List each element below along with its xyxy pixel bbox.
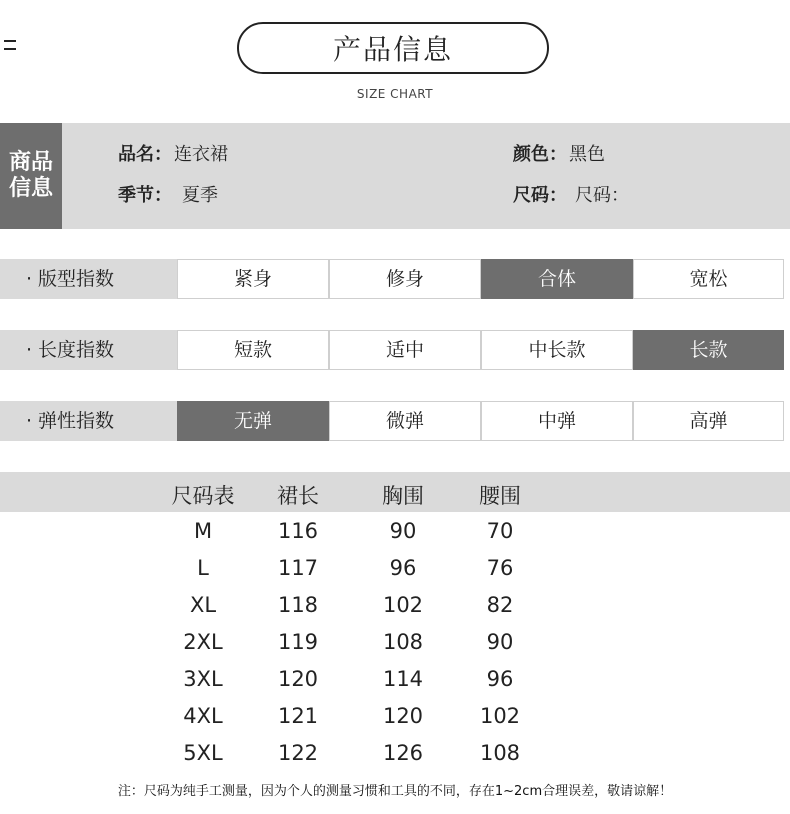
index-row bbox=[0, 330, 790, 370]
size-table-header: 尺码表 bbox=[171, 484, 235, 508]
product-color-row bbox=[513, 140, 605, 166]
size-table-cell: 120 bbox=[382, 704, 424, 728]
product-color-label: 颜色： bbox=[513, 144, 567, 165]
size-table-cell: 96 bbox=[486, 667, 514, 691]
size-table-cell: 108 bbox=[382, 630, 424, 654]
product-info-badge-text: 商品信息 bbox=[8, 150, 53, 201]
index-option: 微弹 bbox=[329, 401, 481, 441]
measurement-note: 注：尺码为纯手工测量，因为个人的测量习惯和工具的不同，存在1~2cm合理误差，敬请谅解！ bbox=[117, 784, 673, 799]
size-table-cell: 117 bbox=[277, 556, 319, 580]
index-row bbox=[0, 259, 790, 299]
size-table-header: 腰围 bbox=[479, 484, 521, 508]
product-info-badge bbox=[0, 123, 62, 229]
index-option: 高弹 bbox=[633, 401, 784, 441]
index-option: 短款 bbox=[177, 330, 329, 370]
index-row bbox=[0, 401, 790, 441]
size-table-cell: 3XL bbox=[183, 667, 223, 691]
size-table-cell: 82 bbox=[486, 593, 514, 617]
size-table-cell: 90 bbox=[389, 519, 417, 543]
product-color-value: 黑色 bbox=[569, 144, 605, 165]
page-subtitle: SIZE CHART bbox=[356, 87, 434, 101]
index-label: · 版型指数 bbox=[0, 259, 178, 299]
index-option: 合体 bbox=[481, 259, 633, 299]
size-table-cell: L bbox=[197, 556, 209, 580]
size-table-cell: 108 bbox=[479, 741, 521, 765]
size-table-cell: 119 bbox=[277, 630, 319, 654]
size-table-cell: 121 bbox=[277, 704, 319, 728]
size-table-cell: 2XL bbox=[183, 630, 223, 654]
product-season-label: 季节： bbox=[118, 185, 172, 206]
index-option: 紧身 bbox=[177, 259, 329, 299]
product-size-row bbox=[513, 181, 629, 207]
product-size-value: 尺码： bbox=[575, 185, 629, 206]
size-table-cell: 102 bbox=[479, 704, 521, 728]
page-title: 产品信息 bbox=[237, 22, 549, 74]
size-table-cell: 70 bbox=[486, 519, 514, 543]
size-table-cell: 102 bbox=[382, 593, 424, 617]
index-option: 无弹 bbox=[177, 401, 329, 441]
product-size-label: 尺码： bbox=[513, 185, 567, 206]
index-option: 中弹 bbox=[481, 401, 633, 441]
size-table-cell: 5XL bbox=[183, 741, 223, 765]
index-option: 修身 bbox=[329, 259, 481, 299]
index-option: 中长款 bbox=[481, 330, 633, 370]
size-table-cell: 96 bbox=[389, 556, 417, 580]
size-table-cell: XL bbox=[189, 593, 217, 617]
size-table-cell: 4XL bbox=[183, 704, 223, 728]
size-table-cell: 122 bbox=[277, 741, 319, 765]
index-option: 长款 bbox=[633, 330, 784, 370]
size-table-cell: 126 bbox=[382, 741, 424, 765]
index-option: 适中 bbox=[329, 330, 481, 370]
product-name-label: 品名： bbox=[118, 144, 172, 165]
size-table-header: 裙长 bbox=[277, 484, 319, 508]
product-season-value: 夏季 bbox=[182, 185, 218, 206]
size-table-cell: 90 bbox=[486, 630, 514, 654]
index-label: · 长度指数 bbox=[0, 330, 178, 370]
product-name-row bbox=[118, 140, 228, 166]
product-season-row bbox=[118, 181, 218, 207]
product-info-panel bbox=[0, 123, 790, 229]
size-table-cell: 118 bbox=[277, 593, 319, 617]
index-label: · 弹性指数 bbox=[0, 401, 178, 441]
size-table-header: 胸围 bbox=[382, 484, 424, 508]
size-table-cell: 114 bbox=[382, 667, 424, 691]
index-option: 宽松 bbox=[633, 259, 784, 299]
corner-mark-icon bbox=[4, 40, 16, 50]
size-table-cell: 116 bbox=[277, 519, 319, 543]
size-table-cell: 76 bbox=[486, 556, 514, 580]
product-name-value: 连衣裙 bbox=[174, 144, 228, 165]
size-table-cell: 120 bbox=[277, 667, 319, 691]
size-table-cell: M bbox=[193, 519, 213, 543]
